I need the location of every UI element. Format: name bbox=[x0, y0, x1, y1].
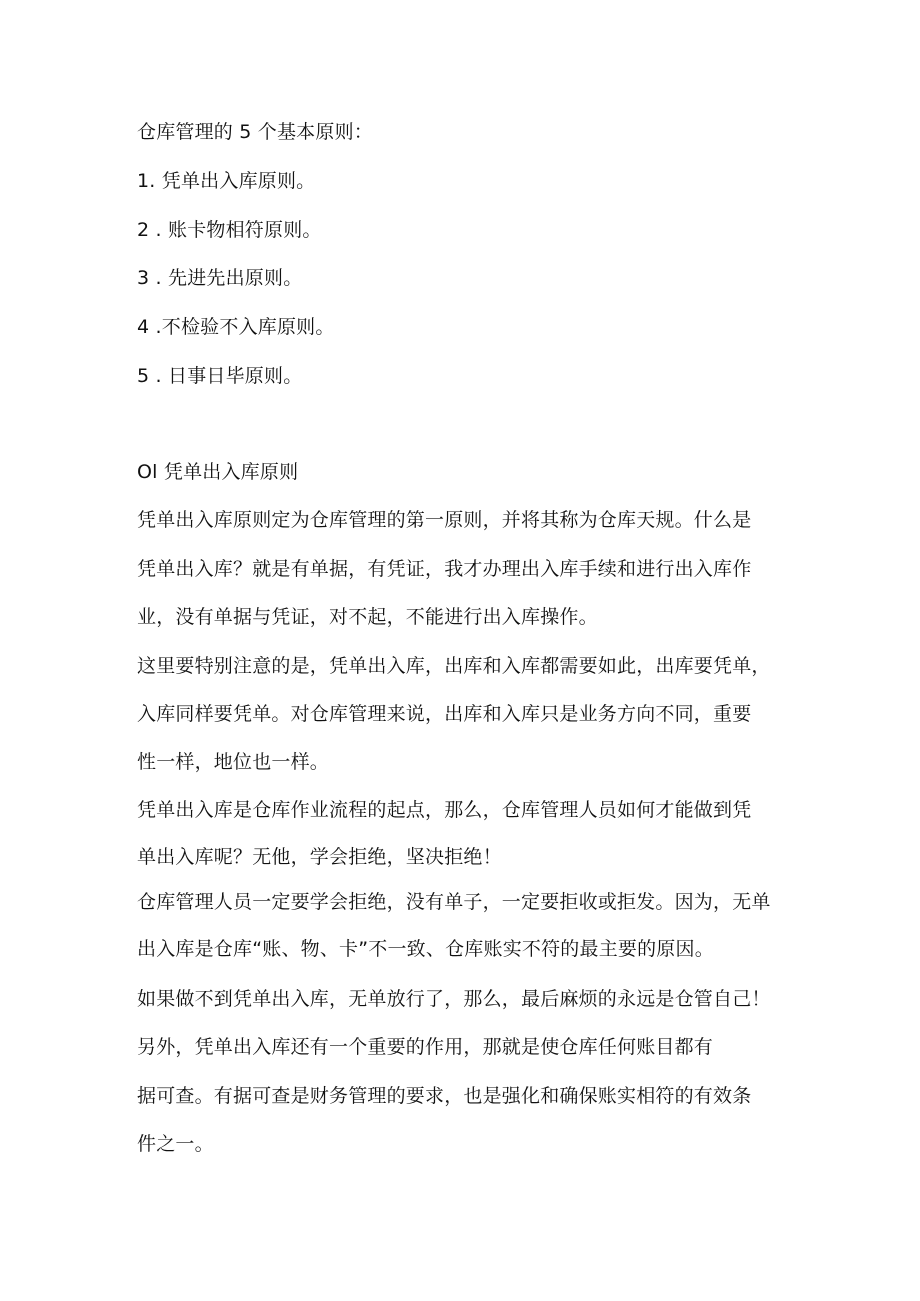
body-line: 凭单出入库？就是有单据，有凭证，我才办理出入库手续和进行出入库作 bbox=[137, 558, 752, 580]
body-line: 另外，凭单出入库还有一个重要的作用，那就是使仓库任何账目都有 bbox=[137, 1036, 714, 1058]
body-line: 凭单出入库是仓库作业流程的起点，那么，仓库管理人员如何才能做到凭 bbox=[137, 799, 752, 821]
body-line: 入库同样要凭单。对仓库管理来说，出库和入库只是业务方向不同，重要 bbox=[137, 703, 752, 725]
principle-item-4: 4 .不检验不入库原则。 bbox=[137, 316, 335, 338]
body-line: 性一样，地位也一样。 bbox=[137, 751, 330, 773]
body-line: 凭单出入库原则定为仓库管理的第一原则，并将其称为仓库天规。什么是 bbox=[137, 509, 752, 531]
body-line: 单出入库呢？无他，学会拒绝，坚决拒绝！ bbox=[137, 846, 502, 868]
body-line: 仓库管理人员一定要学会拒绝，没有单子，一定要拒收或拒发。因为，无单 bbox=[137, 891, 771, 913]
body-line: 这里要特别注意的是，凭单出入库，出库和入库都需要如此，出库要凭单， bbox=[137, 655, 771, 677]
body-line: 据可查。有据可查是财务管理的要求，也是强化和确保账实相符的有效条 bbox=[137, 1085, 752, 1107]
principle-item-3: 3 . 先进先出原则。 bbox=[137, 267, 303, 289]
principle-item-1: 1. 凭单出入库原则。 bbox=[137, 170, 316, 192]
body-line: 件之一。 bbox=[137, 1133, 214, 1155]
body-line: 业，没有单据与凭证，对不起，不能进行出入库操作。 bbox=[137, 606, 598, 628]
body-line: 如果做不到凭单出入库，无单放行了，那么，最后麻烦的永远是仓管自己！ bbox=[137, 988, 771, 1010]
document-heading: 仓库管理的 5 个基本原则： bbox=[137, 121, 373, 143]
principle-item-2: 2 . 账卡物相符原则。 bbox=[137, 219, 322, 241]
section-title: Ol 凭单出入库原则 bbox=[137, 461, 299, 483]
body-line: 出入库是仓库“账、物、卡”不一致、仓库账实不符的最主要的原因。 bbox=[137, 938, 714, 960]
principle-item-5: 5 . 日事日毕原则。 bbox=[137, 365, 303, 387]
